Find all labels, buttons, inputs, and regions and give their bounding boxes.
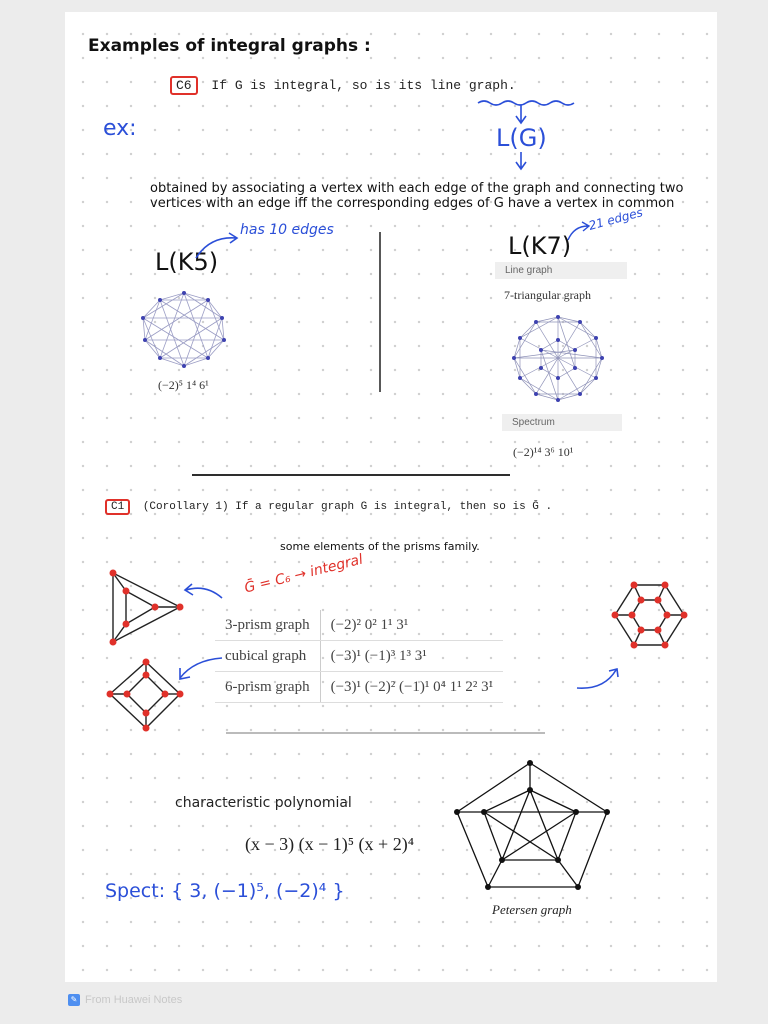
21-edges-note: 21 edges (587, 205, 645, 233)
table-row (215, 610, 503, 641)
char-poly-label: characteristic polynomial (175, 795, 352, 811)
c6-text: If G is integral, so is its line graph. (211, 78, 516, 93)
prisms-note: some elements of the prisms family. (280, 540, 480, 553)
l-k5-spectrum: (−2)⁵ 1⁴ 6¹ (158, 378, 209, 392)
c1-tag: C1 (105, 499, 130, 515)
prism-spectrum-cell: (−3)¹ (−1)³ 1³ 3¹ (320, 641, 503, 672)
c1-text: (Corollary 1) If a regular graph G is integral, then so is Ḡ . (142, 501, 553, 513)
table-row (215, 672, 503, 703)
line-graph-box: Line graph (495, 262, 627, 279)
footer (68, 994, 182, 1006)
ex-label: ex: (103, 116, 137, 141)
c6-statement (170, 78, 516, 93)
table-row (215, 641, 503, 672)
l-k5-label: L(K5) (155, 248, 219, 276)
prism-name-cell: 3-prism graph (215, 610, 320, 641)
line-graph-definition (150, 181, 684, 211)
spectrum-box: Spectrum (502, 414, 622, 431)
c1-statement (105, 501, 552, 513)
petersen-label: Petersen graph (492, 902, 572, 917)
prism-spectrum-cell: (−2)² 0² 1¹ 3¹ (320, 610, 503, 641)
line-graph-label: L(G) (496, 124, 547, 152)
prism-name-cell: 6-prism graph (215, 672, 320, 703)
spect-note: Spect: { 3, (−1)⁵, (−2)⁴ } (105, 880, 345, 902)
page-title: Examples of integral graphs : (88, 36, 371, 56)
char-poly-formula: (x − 3) (x − 1)⁵ (x + 2)⁴ (245, 834, 414, 854)
prism-spectrum-cell: (−3)¹ (−2)² (−1)¹ 0⁴ 1¹ 2² 3¹ (320, 672, 503, 703)
huawei-notes-icon: ✎ (68, 994, 80, 1006)
triangular-graph-name: 7-triangular graph (504, 288, 591, 302)
complement-note: Ḡ = C₆ → integral (242, 551, 365, 597)
has-10-edges-note: has 10 edges (240, 222, 334, 238)
c6-tag: C6 (170, 76, 198, 95)
prism-name-cell: cubical graph (215, 641, 320, 672)
definition-line-2: vertices with an edge iff the corresponding edges of G have a vertex in common (150, 196, 675, 211)
l-k7-label: L(K7) (508, 232, 572, 260)
footer-text: From Huawei Notes (85, 994, 183, 1006)
l-k7-spectrum: (−2)¹⁴ 3⁶ 10¹ (513, 445, 574, 459)
prism-spectra-table (215, 610, 503, 703)
definition-line-1: obtained by associating a vertex with each edge of the graph and connecting two (150, 181, 684, 196)
